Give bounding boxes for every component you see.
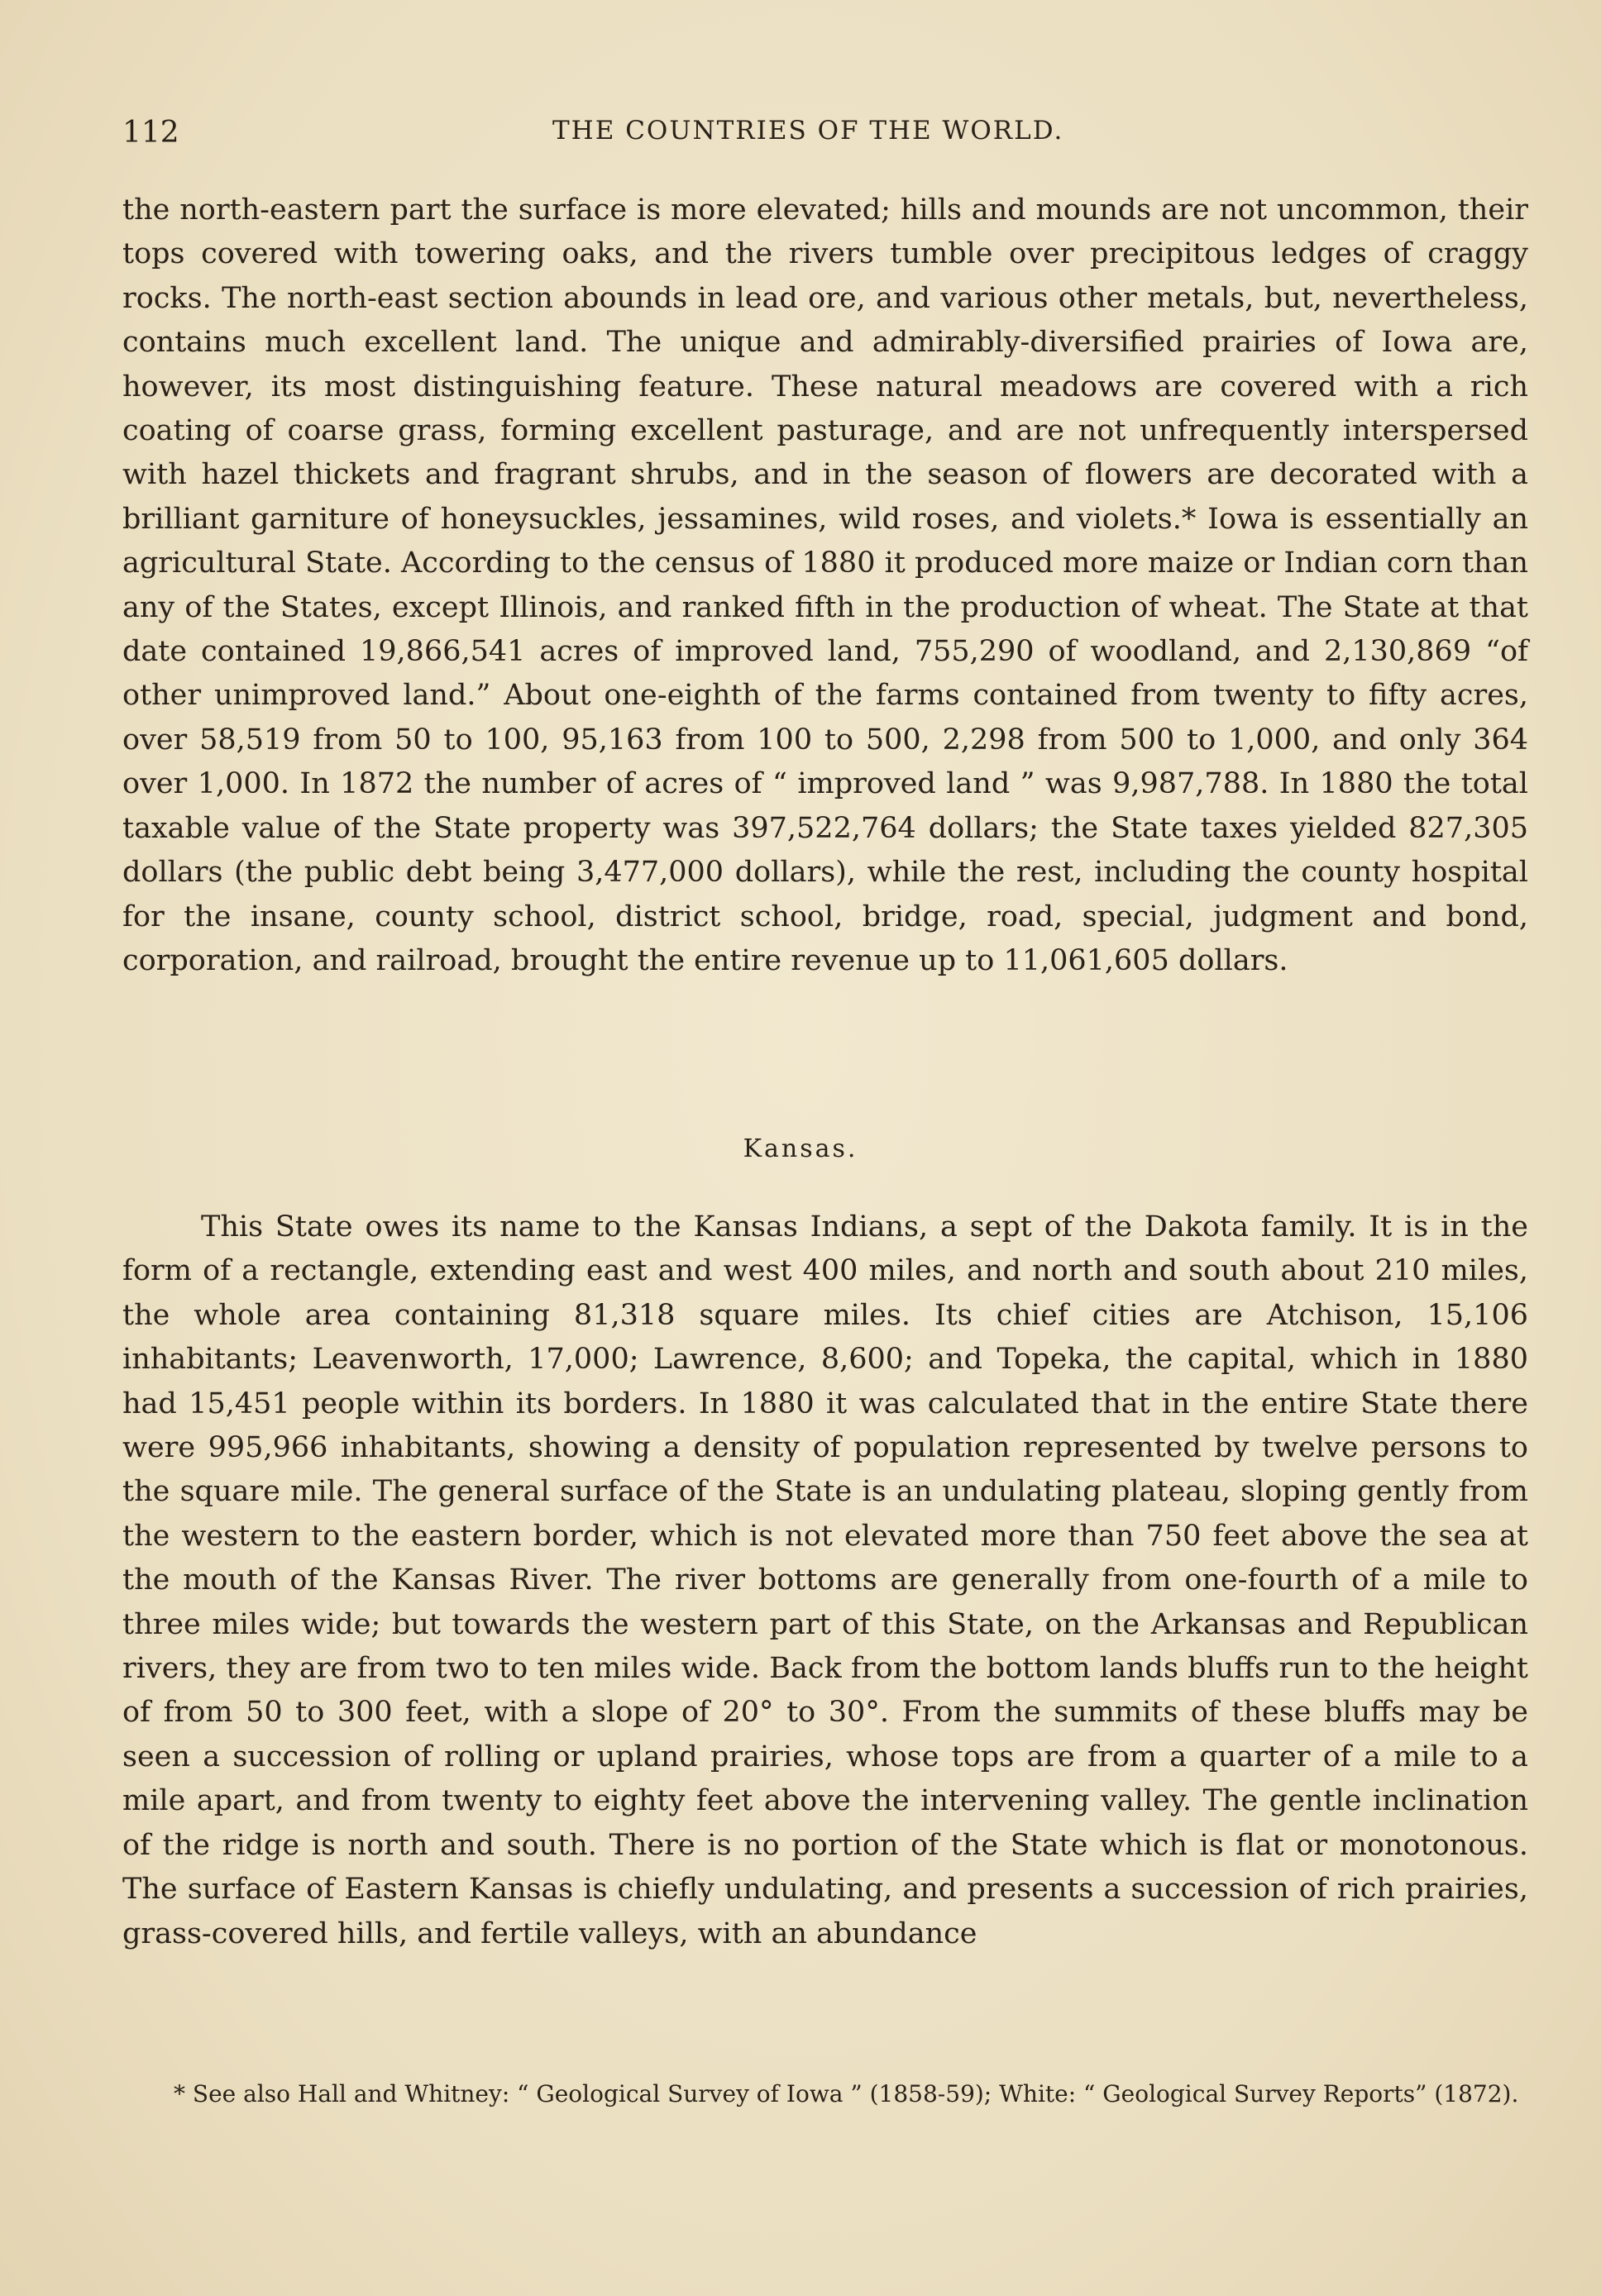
footnote — [122, 2077, 1528, 2112]
running-title: THE COUNTRIES OF THE WORLD. — [552, 116, 1064, 146]
section-heading-kansas: Kansas. — [743, 1134, 858, 1163]
kansas-paragraph: This State owes its name to the Kansas Indians, a sept of the Dakota family. It is in the form of a rectangle, extending east and west 400 miles, and north and south about 210 miles, the whole area containing 81,318 square miles. Its chief cities are Atchison, 15,106 inhabitants; Leavenworth, 17,000; Lawrence, 8,600; and Topeka, the capital, which in 1880 had 15,451 people within its borders. In 1880 it was calculated that in the entire State there were 995,966 inhabitants, showing a density of population represented by twelve persons to the square mile. The general surface of the State is an undulating plateau, sloping gently from the western to the eastern border, which is not elevated more than 750 feet above the sea at the mouth of the Kansas River. The river bottoms are generally from one-fourth of a mile to three miles wide; but towards the western part of this State, on the Arkansas and Republican rivers, they are from two to ten miles wide. Back from the bottom lands bluffs run to the height of from 50 to 300 feet, with a slope of 20° to 30°. From the summits of these bluffs may be seen a succession of rolling or upland prairies, whose tops are from a quarter of a mile to a mile apart, and from twenty to eighty feet above the intervening valley. The gentle inclination of the ridge is north and south. There is no portion of the State which is flat or monotonous. The surface of Eastern Kansas is chiefly undulating, and presents a succession of rich prairies, grass-covered hills, and fertile valleys, with an abundance — [122, 1210, 1528, 1950]
footnote-marker: * — [174, 2080, 185, 2107]
iowa-paragraph: the north-eastern part the surface is more elevated; hills and mounds are not uncommon, their tops covered with towering oaks, and the rivers tumble over precipitous ledges of craggy rocks. The north-east section abounds in lead ore, and various other metals, but, nevertheless, contains much excellent land. The unique and admirably-diversified prairies of Iowa are, however, its most distinguishing feature. These natural meadows are covered with a rich coating of coarse grass, forming excellent pasturage, and are not unfrequently interspersed with hazel thickets and fragrant shrubs, and in the season of flowers are decorated with a brilliant garniture of honeysuckles, jessamines, wild roses, and violets.* Iowa is essentially an agricultural State. According to the census of 1880 it produced more maize or Indian corn than any of the States, except Illinois, and ranked fifth in the production of wheat. The State at that date contained 19,866,541 acres of improved land, 755,290 of woodland, and 2,130,869 “of other unimproved land.” About one-eighth of the farms contained from twenty to fifty acres, over 58,519 from 50 to 100, 95,163 from 100 to 500, 2,298 from 500 to 1,000, and only 364 over 1,000. In 1872 the number of acres of “ improved land ” was 9,987,788. In 1880 the total taxable value of the State property was 397,522,764 dollars; the State taxes yielded 827,305 dollars (the public debt being 3,477,000 dollars), while the rest, including the county hospital for the insane, county school, district school, bridge, road, special, judgment and bond, corporation, and railroad, brought the entire revenue up to 11,061,605 dollars. — [122, 193, 1528, 977]
page-number: 112 — [122, 116, 179, 150]
page-header — [122, 116, 1528, 157]
footnote-text: See also Hall and Whitney: “ Geological Survey of Iowa ” (1858-59); White: “ Geological Survey Reports” (1872). — [192, 2080, 1519, 2107]
